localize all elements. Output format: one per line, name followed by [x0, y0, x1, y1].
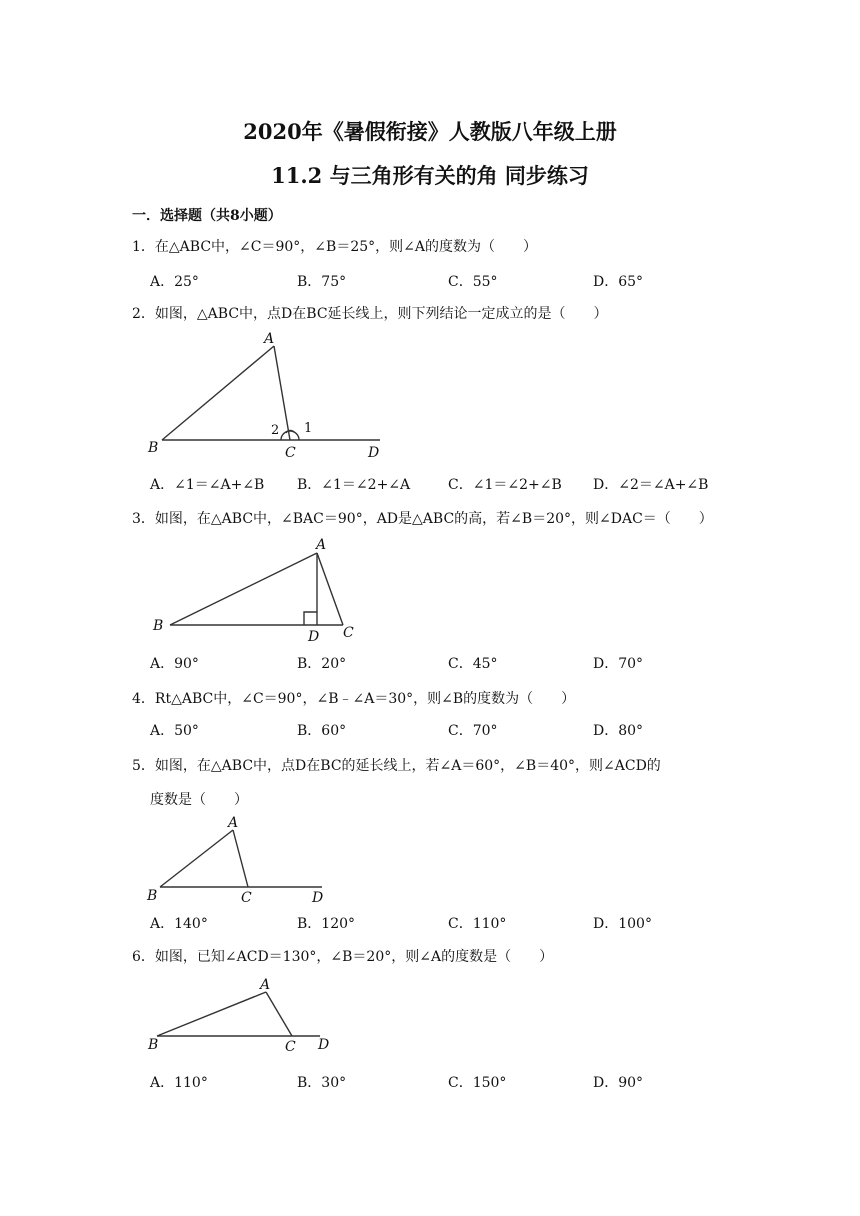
question-5-text-line2: 度数是（ ） [150, 792, 248, 808]
q2-option-d: D．∠2＝∠A+∠B [593, 477, 709, 493]
page-title: 2020年《暑假衔接》人教版八年级上册 [243, 119, 617, 144]
q5-option-b: B．120° [297, 916, 356, 932]
page-subtitle: 11.2 与三角形有关的角 同步练习 [271, 163, 589, 188]
q5-option-c: C．110° [448, 916, 507, 932]
q3-label-b: B [153, 618, 164, 634]
q5-label-c: C [241, 890, 252, 906]
q2-option-b: B．∠1＝∠2+∠A [297, 477, 411, 493]
question-6-text: 6．如图，已知∠ACD＝130°，∠B＝20°，则∠A的度数是（ ） [132, 949, 554, 965]
q2-label-angle-2: 2 [271, 423, 280, 438]
q6-option-c: C．150° [448, 1075, 507, 1091]
q5-label-d: D [312, 890, 324, 906]
q1-option-c: C．55° [448, 274, 498, 290]
question-3-text: 3．如图，在△ABC中，∠BAC＝90°，AD是△ABC的高，若∠B＝20°，则∠DAC＝（ ） [132, 511, 713, 527]
q6-label-a: A [260, 977, 271, 993]
q3-option-b: B．20° [297, 656, 347, 672]
q1-option-a: A．25° [150, 274, 199, 290]
question-4-text: 4．Rt△ABC中，∠C＝90°，∠B﹣∠A＝30°，则∠B的度数为（ ） [132, 691, 576, 707]
q3-label-a: A [316, 537, 327, 553]
q6-label-c: C [285, 1039, 296, 1055]
q2-label-a: A [264, 331, 275, 347]
q3-label-c: C [343, 625, 354, 641]
q6-option-d: D．90° [593, 1075, 644, 1091]
q3-option-c: C．45° [448, 656, 498, 672]
q5-label-b: B [147, 888, 158, 904]
q3-option-a: A．90° [150, 656, 199, 672]
q4-option-d: D．80° [593, 723, 644, 739]
q2-option-a: A．∠1＝∠A+∠B [150, 477, 265, 493]
q2-label-angle-1: 1 [304, 421, 313, 436]
q5-option-a: A．140° [150, 916, 208, 932]
q2-label-c: C [285, 445, 296, 461]
q6-option-b: B．30° [297, 1075, 347, 1091]
q5-label-a: A [228, 815, 239, 831]
question-2-text: 2．如图，△ABC中，点D在BC延长线上，则下列结论一定成立的是（ ） [132, 306, 608, 322]
q2-label-d: D [368, 445, 380, 461]
q4-option-a: A．50° [150, 723, 199, 739]
q1-option-b: B．75° [297, 274, 347, 290]
q4-option-b: B．60° [297, 723, 347, 739]
question-5-text-line1: 5．如图，在△ABC中，点D在BC的延长线上，若∠A＝60°，∠B＝40°，则∠ACD的 [132, 758, 661, 774]
q1-option-d: D．65° [593, 274, 644, 290]
q5-option-d: D．100° [593, 916, 652, 932]
q2-label-b: B [148, 440, 159, 456]
q4-option-c: C．70° [448, 723, 498, 739]
section-heading: 一．选择题（共8小题） [132, 208, 282, 224]
q6-option-a: A．110° [150, 1075, 208, 1091]
q3-label-d: D [308, 629, 320, 645]
question-1-text: 1．在△ABC中，∠C＝90°，∠B＝25°，则∠A的度数为（ ） [132, 239, 537, 255]
q3-option-d: D．70° [593, 656, 644, 672]
q6-label-b: B [148, 1037, 159, 1053]
q2-option-c: C．∠1＝∠2+∠B [448, 477, 562, 493]
q6-label-d: D [318, 1037, 330, 1053]
